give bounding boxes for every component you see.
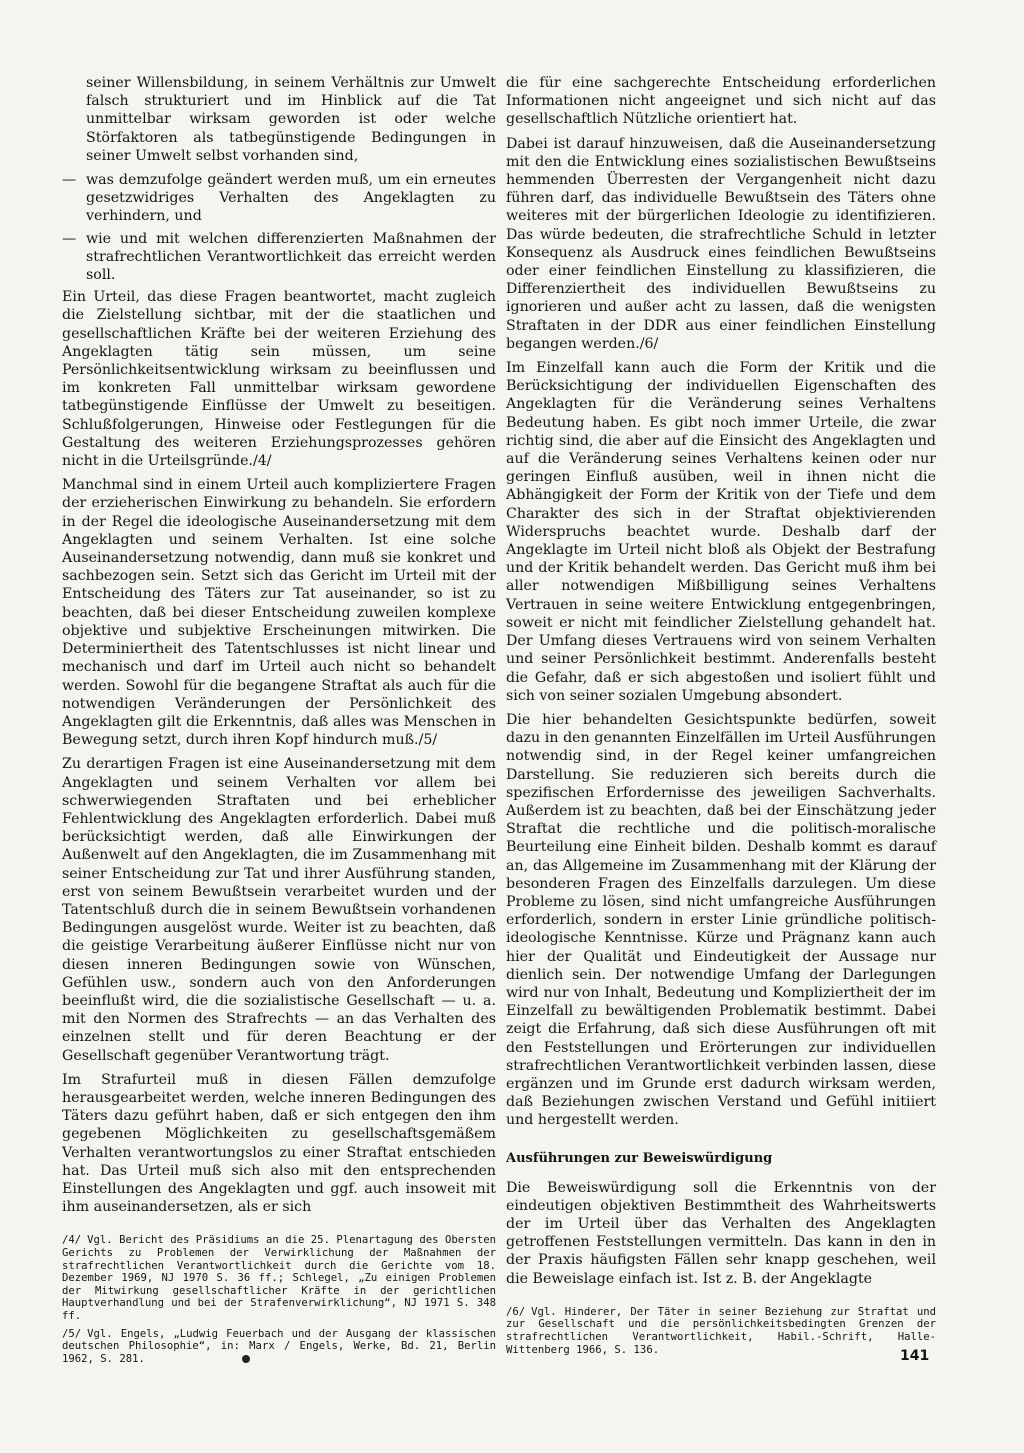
section-heading: Ausführungen zur Beweiswürdigung [506,1150,773,1166]
footnotes-right [506,1306,936,1356]
left-column [62,74,496,1370]
ink-speck [242,1355,250,1363]
dash-item-text: wie und mit welchen differenzierten Maßnahmen der strafrechtlichen Verantwortlichkeit das erreicht werden soll. [86,230,496,284]
footnote-text: Vgl. Engels, „Ludwig Feuerbach und der Ausgang der klassischen deutschen Philosophie“, in: Marx / Engels, Werke, Bd. 21, Berlin 1962, S. 281. [62,1327,496,1365]
footnote-label: /6/ [506,1305,526,1318]
right-column [506,74,936,1361]
paragraph: Zu derartigen Fragen ist eine Auseinandersetzung mit dem Angeklagten und seinem Verhalten vor allem bei schwerwiegenden Straftaten und bei erheblicher Fehlentwicklung des Angeklagten erforderlich. Dabei muß berücksichtigt werden, daß alle Einwirkungen der Außenwelt auf den Angeklagten, die im Zusammenhang mit seiner Entscheidung zur Tat und ihrer Ausführung standen, erst von seinem Bewußtsein verarbeitet wurden und der Tatentschluß durch die in seinem Bewußtsein vorhandenen Bedingungen ausgelöst wurde. Weiter ist zu beachten, daß die geistige Verarbeitung äußerer Einflüsse nicht nur von diesen inneren Bedingungen sowie von Wünschen, Gefühlen usw., sondern auch von den Anforderungen beeinflußt wird, die die sozialistische Gesellschaft — u. a. mit den Normen des Strafrechts — an das Verhalten des einzelnen stellt und für deren Beachtung er der Gesellschaft gegenüber Verantwortung trägt. [62,756,496,1064]
dash-marker: — [62,230,77,247]
footnote-label: /4/ [62,1234,82,1247]
dash-list-item [62,230,496,285]
paragraph: Im Einzelfall kann auch die Form der Kritik und die Berücksichtigung der individuellen Eigenschaften des Angeklagten für die Veränderung seines Verhaltens Bedeutung haben. Es gibt noch immer Urteile, die zwar richtig sind, die aber auf die Einsicht des Angeklagten und auf die Veränderung seines Verhaltens keinen oder nur geringen Einfluß ausüben, weil in ihnen nicht die Abhängigkeit der Form der Kritik von der Tiefe und dem Charakter des sich in der Straftat objektivierenden Widerspruchs beachtet wurde. Deshalb darf der Angeklagte im Urteil nicht bloß als Objekt der Bestrafung und der Kritik behandelt werden. Das Gericht muß ihm bei aller notwendigen Mißbilligung seines Verhaltens Vertrauen in seine weitere Entwicklung entgegenbringen, soweit er nicht mit feindlicher Zielstellung gehandelt hat. Der Umfang dieses Vertrauens wird von seinem Verhalten und seiner Persönlichkeit bestimmt. Anderenfalls besteht die Gefahr, daß er sich abgestoßen und isoliert fühlt und sich von seiner sozialen Umgebung absondert. [506,360,936,704]
intro-continuation: seiner Willensbildung, in seinem Verhältnis zur Umwelt falsch strukturiert und im Hinblick auf die Tat unmittelbar wirksam geworden ist oder welche Störfaktoren als tatbegünstigende Bedingungen in seiner Umwelt selbst vorhanden sind, [86,75,496,164]
dash-list [62,171,496,284]
footnote-text: Vgl. Bericht des Präsidiums an die 25. Plenartagung des Obersten Gerichts zu Problemen der Verwirklichung der Maßnahmen der strafrechtlichen Verantwortlichkeit durch die Gerichte vom 18. Dezember 1969, NJ 1970 S. 36 ff.; Schlegel, „Zu einigen Problemen der Mitwirkung gesellschaftlicher Kräfte in der gerichtlichen Hauptverhandlung und bei der Strafenverwirklichung“, NJ 1971 S. 348 ff. [62,1234,496,1322]
paragraph: Im Strafurteil muß in diesen Fällen demzufolge herausgearbeitet werden, welche inneren Bedingungen des Täters dazu geführt haben, daß er sich entgegen den ihm gegebenen Möglichkeiten zu gesellschaftsgemäßem Verhalten verantwortungslos zu einer Straftat entschieden hat. Das Urteil muß sich also mit den entsprechenden Einstellungen des Angeklagten und ggf. auch insoweit mit ihm auseinandersetzen, als er sich [62,1071,496,1216]
dash-item-text: was demzufolge geändert werden muß, um ein erneutes gesetzwidriges Verhalten des Angeklagten zu verhindern, und [86,172,496,225]
footnote [62,1328,496,1366]
paragraph: Dabei ist darauf hinzuweisen, daß die Auseinandersetzung mit den die Entwicklung eines sozialistischen Bewußtseins hemmenden Überresten der Vergangenheit nicht dazu führen darf, das individuelle Bewußtsein des Täters ohne weiteres mit der bürgerlichen Ideologie zu identifizieren. Das würde bedeuten, die strafrechtliche Schuld in letzter Konsequenz als Ausdruck eines feindlichen Bewußtseins oder einer feindlichen Einstellung zu klassifizieren, die Differenziertheit des individuellen Bewußtseins zu ignorieren und außer acht zu lassen, daß die wenigsten Straftaten in der DDR aus einer feindlichen Einstellung begangen werden./6/ [506,135,936,352]
dash-marker: — [62,172,77,189]
footnote-text: Vgl. Hinderer, Der Täter in seiner Beziehung zur Straftat und zur Gesellschaft und die persönlichkeitsbedingten Grenzen der strafrechtlichen Verantwortlichkeit, Habil.-Schrift, Halle-Wittenberg 1966, S. 136. [506,1305,936,1356]
footnotes-left [62,1234,496,1365]
paragraph: Die Beweiswürdigung soll die Erkenntnis von der eindeutigen objektiven Bestimmtheit des Wahrheitswerts der im Urteil über das Verhalten des Angeklagten getroffenen Feststellungen vermitteln. Das kann in den in der Praxis häufigsten Fällen sehr knapp geschehen, weil die Beweislage einfach ist. Ist z. B. der Angeklagte [506,1179,936,1287]
footnote-label: /5/ [62,1327,82,1340]
footnote [506,1306,936,1356]
paragraph: Manchmal sind in einem Urteil auch kompliziertere Fragen der erzieherischen Einwirkung zu behandeln. Sie erfordern in der Regel die ideologische Auseinandersetzung mit dem Angeklagten und seinem Verhalten. Ist eine solche Auseinandersetzung notwendig, dann muß sie konkret und sachbezogen sein. Setzt sich das Gericht im Urteil mit der Entscheidung des Täters zur Tat auseinander, so ist zu beachten, daß bei dieser Entscheidung zuweilen komplexe objektive und subjektive Erscheinungen mitwirken. Die Determiniertheit des Tatentschlusses ist nicht linear und mechanisch und darf im Urteil auch nicht so behandelt werden. Sowohl für die begangene Straftat als auch für die notwendigen Veränderungen der Persönlichkeit des Angeklagten gilt die Erkenntnis, daß alles was Menschen in Bewegung setzt, durch ihren Kopf hindurch muß./5/ [62,477,496,749]
paragraph: Die hier behandelten Gesichtspunkte bedürfen, soweit dazu in den genannten Einzelfällen im Urteil Ausführungen notwendig sind, in der Regel keiner umfangreichen Darstellung. Sie reduzieren sich bereits durch die spezifischen Erfordernisse des jeweiligen Sachverhalts. Außerdem ist zu beachten, daß bei der Einschätzung jeder Straftat die rechtliche und die politisch-moralische Beurteilung eine Einheit bilden. Deshalb kommt es darauf an, das Allgemeine im Zusammenhang mit der Klärung der besonderen Fragen des Einzelfalls darzulegen. Um diese Probleme zu lösen, sind nicht umfangreiche Ausführungen erforderlich, sondern in erster Linie gründliche politisch-ideologische Kenntnisse. Kürze und Prägnanz kann auch hier der Qualität und Eindeutigkeit der Aussage nur dienlich sein. Der notwendige Umfang der Darlegungen wird nur von Inhalt, Bedeutung und Kompliziertheit der im Einzelfall zu bewältigenden Problematik bestimmt. Dabei zeigt die Erfahrung, daß sich diese Ausführungen oft mit den Feststellungen und Erörterungen zur individuellen strafrechtlichen Verantwortlichkeit verbinden lassen, diese ergänzen und im Grunde erst dadurch wirksam werden, daß Beziehungen zwischen Verstand und Gefühl initiiert und hergestellt werden. [506,711,936,1129]
dash-list-item [62,171,496,226]
page-number: 141 [900,1348,930,1364]
paragraph: die für eine sachgerechte Entscheidung erforderlichen Informationen nicht angeeignet und sich nicht auf das gesellschaftlich Nützliche orientiert hat. [506,75,936,128]
paragraph: Ein Urteil, das diese Fragen beantwortet, macht zugleich die Zielstellung sichtbar, mit der die staatlichen und gesellschaftlichen Kräfte bei der weiteren Erziehung des Angeklagten tätig sein müssen, um seine Persönlichkeitsentwicklung wirksam zu beeinflussen und im konkreten Fall unmittelbar wirksam gewordene tatbegünstigende Einflüsse der Umwelt zu beseitigen. Schlußfolgerungen, Hinweise oder Festlegungen für die Gestaltung des weiteren Erziehungsprozesses gehören nicht in die Urteilsgründe./4/ [62,289,496,470]
footnote [62,1234,496,1322]
